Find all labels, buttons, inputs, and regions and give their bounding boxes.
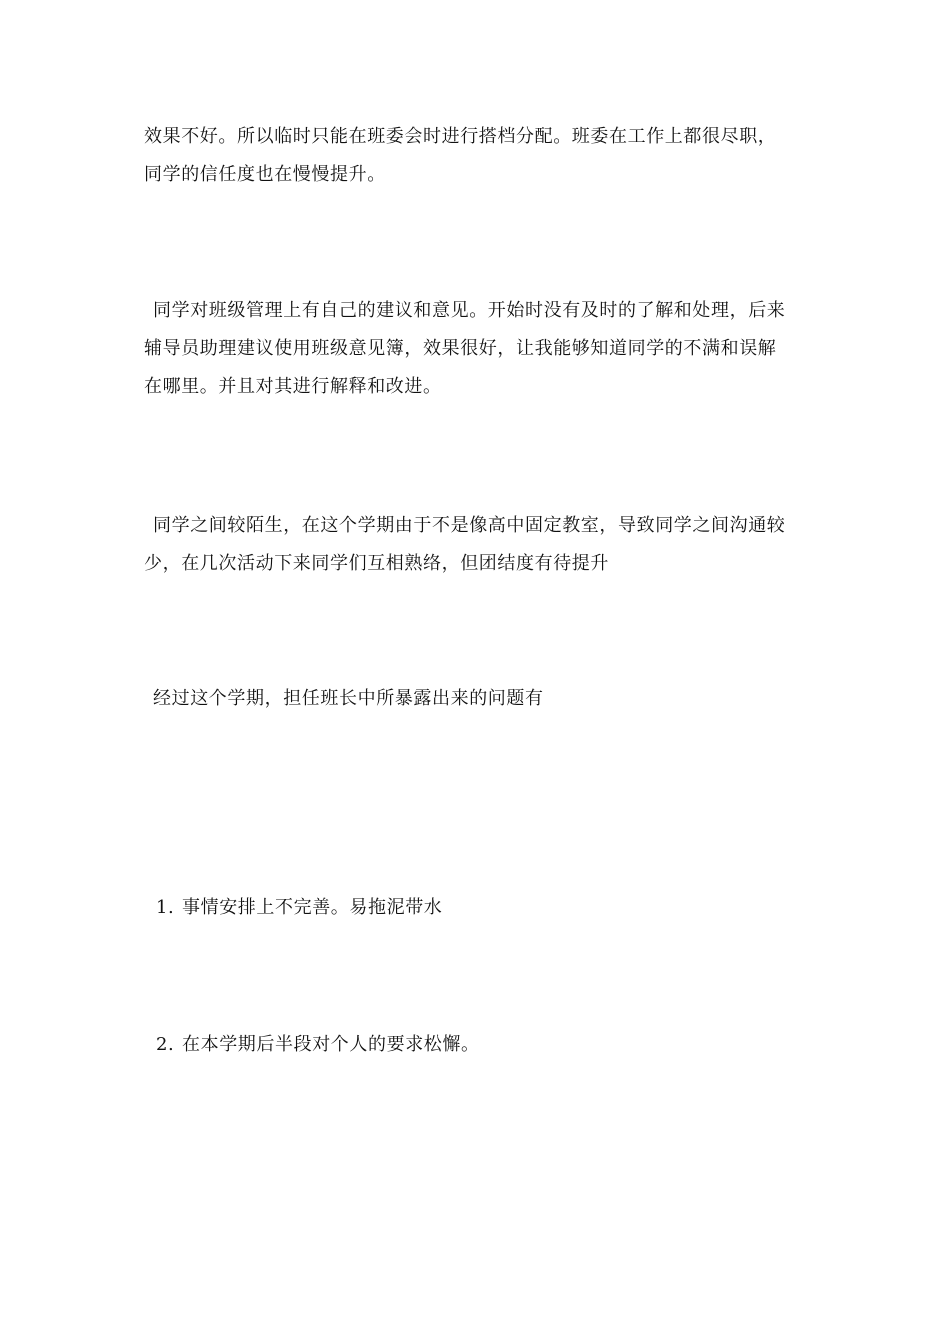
list-item [156, 889, 442, 927]
paragraph-4-line-1: 经过这个学期，担任班长中所暴露出来的问题有 [153, 688, 544, 709]
list-item-text: 在本学期后半段对个人的要求松懈。 [182, 1034, 480, 1055]
paragraph-4 [144, 680, 814, 718]
paragraph-2 [144, 292, 814, 406]
paragraph-2-line-3: 在哪里。并且对其进行解释和改进。 [144, 376, 442, 397]
paragraph-3 [144, 507, 814, 583]
paragraph-3-line-2: 少，在几次活动下来同学们互相熟络，但团结度有待提升 [144, 553, 609, 574]
paragraph-2-line-1: 同学对班级管理上有自己的建议和意见。开始时没有及时的了解和处理，后来 [153, 300, 786, 321]
paragraph-3-line-1: 同学之间较陌生，在这个学期由于不是像高中固定教室，导致同学之间沟通较 [153, 515, 786, 536]
paragraph-1-line-1: 效果不好。所以临时只能在班委会时进行搭档分配。班委在工作上都很尽职， [144, 126, 777, 147]
list-item [156, 1026, 480, 1064]
list-item-number: 1. [156, 897, 175, 918]
paragraph-2-line-2: 辅导员助理建议使用班级意见簿，效果很好，让我能够知道同学的不满和误解 [144, 338, 777, 359]
paragraph-1-line-2: 同学的信任度也在慢慢提升。 [144, 164, 386, 185]
list-item-text: 事情安排上不完善。易拖泥带水 [182, 897, 443, 918]
list-item-number: 2. [156, 1034, 175, 1055]
paragraph-1 [144, 118, 814, 194]
